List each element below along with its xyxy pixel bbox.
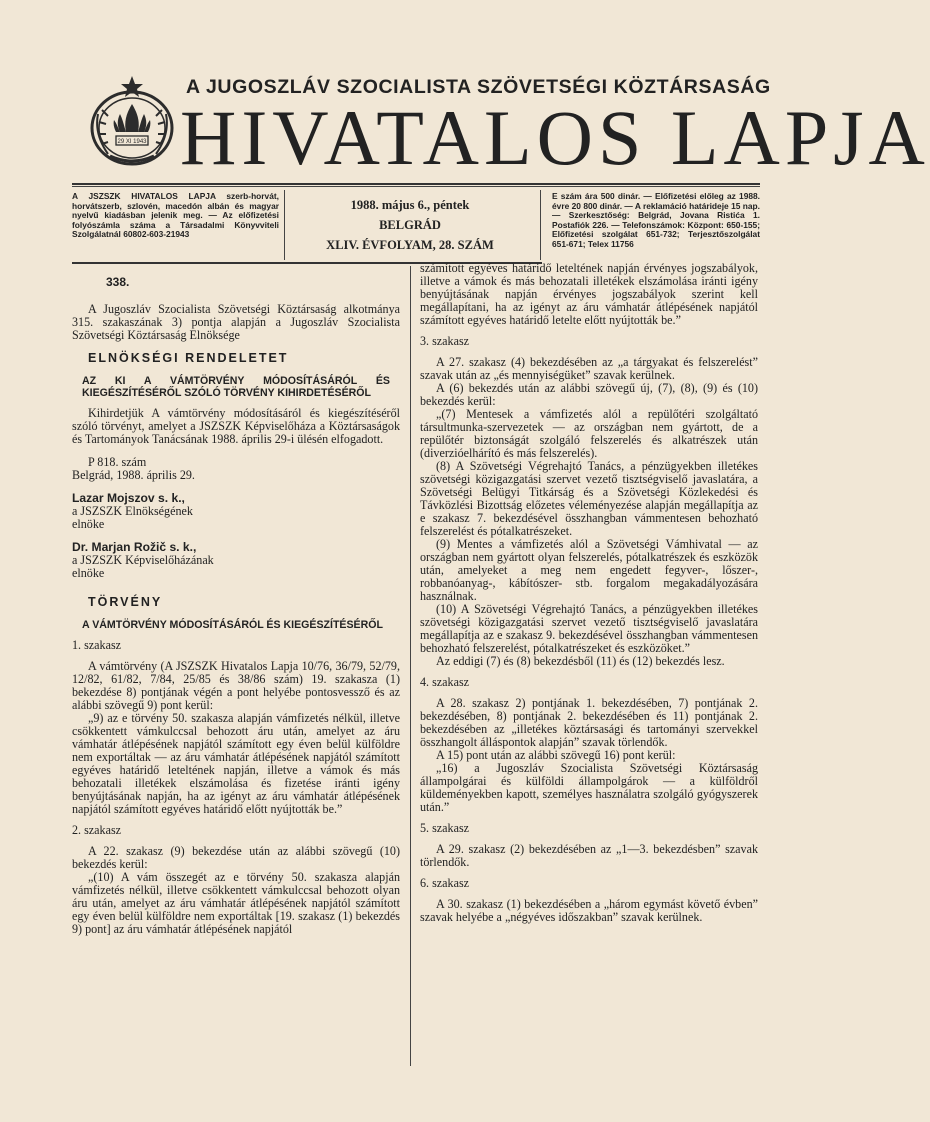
section-4-label: 4. szakasz [420, 675, 470, 689]
issue-city: BELGRÁD [379, 218, 441, 232]
paragraph-8: (8) A Szövetségi Végrehajtó Tanács, a pénzügyekben illetékes szövetségi közigazgatási szervet vezető tisztségviselő javaslatára, a Szövetségi Belügyi Titkárság és a Szövetségi Közlekedési és Távközlési Bizottság előzetes véleményezése alapján megállapítja az e szakasz 7. bekezdésével összhangban vámmentesen behozható felszerelést és pótalkatrészeket. [420, 459, 758, 538]
renumbering-paragraph: Az eddigi (7) és (8) bekezdésből (11) és (12) bekezdés lesz. [436, 654, 725, 668]
section-3-text-2: A (6) bekezdés után az alábbi szövegű új, (7), (8), (9) és (10) bekezdés kerül: [420, 381, 758, 408]
signature-1 [72, 492, 400, 531]
header-subscription-info: A JSZSZK HIVATALOS LAPJA szerb-horvát, horvátszerb, szlovén, macedón albán és magyar nyelvű kiadásban jelenik meg. — Az előfizetési folyószámla száma a Társadalmi Könyvviteli Szolgálatnál 60802-603-21943 [72, 191, 279, 240]
signature-1-name: Lazar Mojszov s. k., [72, 491, 185, 505]
signature-1-role: a JSZSZK Elnökségének [72, 504, 193, 518]
paragraph-7: „(7) Mentesek a vámfizetés alól a repülőtéri szolgáltató társultmunka-szervezetek — az országban nem gyártott, de a repülőtér biztonságát szolgáló felszerelés és alkatrészek után (diverzióelhárító és más felszerelés). [420, 407, 758, 460]
decree-heading: ELNÖKSÉGI RENDELETET [88, 351, 289, 365]
left-column [72, 276, 400, 936]
section-6-text: A 30. szakasz (1) bekezdésében a „három egymást követő évben” szavak helyébe a „négyéves időszakban” szavak kerülnek. [420, 897, 758, 924]
republic-name: A JUGOSZLÁV SZOCIALISTA SZÖVETSÉGI KÖZTÁRSASÁG [186, 76, 771, 98]
paragraph-10: (10) A Szövetségi Végrehajtó Tanács, a pénzügyekben illetékes szövetségi közigazgatási szervet vezető tisztségviselő javaslatára megállapítja az e szakasz 9. bekezdésével összhangban vámmentesen behozható felszerelést, pótalkatrészeket és eszközöket.” [420, 602, 758, 655]
signature-2-title: elnöke [72, 566, 105, 580]
header-divider-left [284, 190, 285, 260]
law-subheading: A VÁMTÖRVÉNY MÓDOSÍTÁSÁRÓL ÉS KIEGÉSZÍTÉSÉRŐL [82, 619, 383, 631]
header-divider-right [540, 190, 541, 260]
section-5-text: A 29. szakasz (2) bekezdésében az „1—3. bekezdésben” szavak törlendők. [420, 842, 758, 869]
gazette-title: HIVATALOS LAPJA [180, 94, 930, 181]
header-price-info: E szám ára 500 dinár. — Előfizetési előleg az 1988. évre 20 800 dinár. — A reklamáció határideje 15 nap. — Szerkesztőség: Belgrád, Jovana Ristića 1. Postafiók 226. — Telefonszámok: Központ: 650-155; Előfizetési szolgálat 651-732; Terjesztőszolgálat 651-671; Telex 11756 [552, 191, 760, 249]
issue-volume: XLIV. ÉVFOLYAM, 28. SZÁM [326, 238, 494, 252]
signature-1-title: elnöke [72, 517, 105, 531]
right-column [420, 262, 758, 924]
proclamation-paragraph: Kihirdetjük A vámtörvény módosításáról és kiegészítéséről szóló törvényt, amelyet a JSZSZK Képviselőháza a Köztársaságok és Tartományok Tanácsának 1988. április 29-i ülésén elfogadott. [72, 406, 400, 446]
section-3-label: 3. szakasz [420, 334, 470, 348]
signature-2 [72, 541, 400, 580]
law-heading: TÖRVÉNY [88, 595, 163, 609]
document-number: 338. [106, 275, 130, 289]
section-3-text: A 27. szakasz (4) bekezdésében az „a tárgyakat és felszerelést” szavak után az „és mennyiségüket” szavak kerülnek. [420, 355, 758, 382]
section-4-text-2: A 15) pont után az alábbi szövegű 16) pont kerül: [436, 748, 676, 762]
signature-2-role: a JSZSZK Képviselőházának [72, 553, 214, 567]
emblem-date-text: 29 XI 1943 [117, 139, 147, 145]
signature-2-name: Dr. Marjan Rožič s. k., [72, 540, 197, 554]
issue-date: 1988. május 6., péntek [350, 198, 470, 212]
header-issue-info [290, 195, 530, 255]
section-4-quote: „16) a Jugoszláv Szocialista Szövetségi Köztársaság állampolgárai és külföldi állampolgárok — a külföldről küldeményekben kapott, személyes használatra szolgáló gyógyszerek után.” [420, 761, 758, 814]
continued-paragraph: számított egyéves határidő leteltének napján érvényes jogszabályok, illetve a vámok és más behozatali illetékek elszámolása iránti igény benyújtásának napján érvényes jogszabályok szerint kell megállapítani, ha az igényt az áru vámhatár átlépésének napjától számított egyéves határidő letelte előtt nyújtották be.” [420, 261, 758, 327]
masthead-rule-thin [72, 186, 760, 187]
section-1-text: A vámtörvény (A JSZSZK Hivatalos Lapja 10/76, 36/79, 52/79, 12/82, 61/82, 7/84, 25/85 és 38/86 szám) 19. szakasza (1) bekezdése 8) pontjának végén a pont helyébe pontosvessző és az alábbi szövegű 9) pont kerül: [72, 659, 400, 712]
section-2-label: 2. szakasz [72, 823, 122, 837]
section-1-quote: „9) az e törvény 50. szakasza alapján vámfizetés nélkül, illetve csökkentett vámkulccsal behozott áru után, amelyet az áru vámhatár átlépésének napjától számított egy éven belül külföldre nem exportáltak — az áru vámhatár átlépésének napjától számított egyéves határidő leteltének napján, illetve a vámok és más behozatali illetékek elszámolása és fizetése iránti igény benyújtásának napján, ha az igényt az áru vámhatár átlépésének napjától számított egyéves határidő előtt nyújtották be.” [72, 711, 400, 816]
paragraph-9: (9) Mentes a vámfizetés alól a Szövetségi Vámhivatal — az országban nem gyártott olyan felszerelés, pótalkatrészek és eszközök után, amelyeket a meg nem engedett fegyver-, lőszer-, robbanóanyag-, kábítószer- stb. forgalom megakadályozására használnak. [420, 537, 758, 603]
intro-paragraph: A Jugoszláv Szocialista Szövetségi Köztársaság alkotmánya 315. szakaszának 3) pontja alapján a Jugoszláv Szocialista Szövetségi Köztársaság Elnöksége [72, 302, 400, 342]
section-6-label: 6. szakasz [420, 876, 470, 890]
section-5-label: 5. szakasz [420, 821, 470, 835]
place-date: Belgrád, 1988. április 29. [72, 468, 195, 482]
masthead-rule [72, 183, 760, 185]
section-2-quote: „(10) A vám összegét az e törvény 50. szakasza alapján vámfizetés nélkül, illetve csökkentett vámkulccsal behozott olyan áru után, amelyet az áru vámhatár átlépésének napjától számított egy éven belül külföldre nem exportáltak [19. szakasz (1) bekezdés 9) pont] az áru vámhatár átlépésének napjától [72, 870, 400, 936]
state-emblem-icon [86, 74, 178, 170]
decree-subheading: AZ KI A VÁMTÖRVÉNY MÓDOSÍTÁSÁRÓL ÉS KIEGÉSZÍTÉSÉRŐL SZÓLÓ TÖRVÉNY KIHIRDETÉSÉRŐL [82, 375, 390, 399]
reference-number: P 818. szám [88, 455, 147, 469]
column-divider [410, 266, 411, 1066]
section-1-label: 1. szakasz [72, 638, 122, 652]
section-4-text: A 28. szakasz 2) pontjának 1. bekezdésében, 7) pontjának 2. bekezdésében, 8) pontjának 2. bekezdésében és 11) pontjának 2. bekezdésében az „illetékes köztársasági és tartományi szervekkel összhangolt álláspontok alapján” szavak törlendők. [420, 696, 758, 749]
section-2-text: A 22. szakasz (9) bekezdése után az alábbi szövegű (10) bekezdés kerül: [72, 844, 400, 871]
